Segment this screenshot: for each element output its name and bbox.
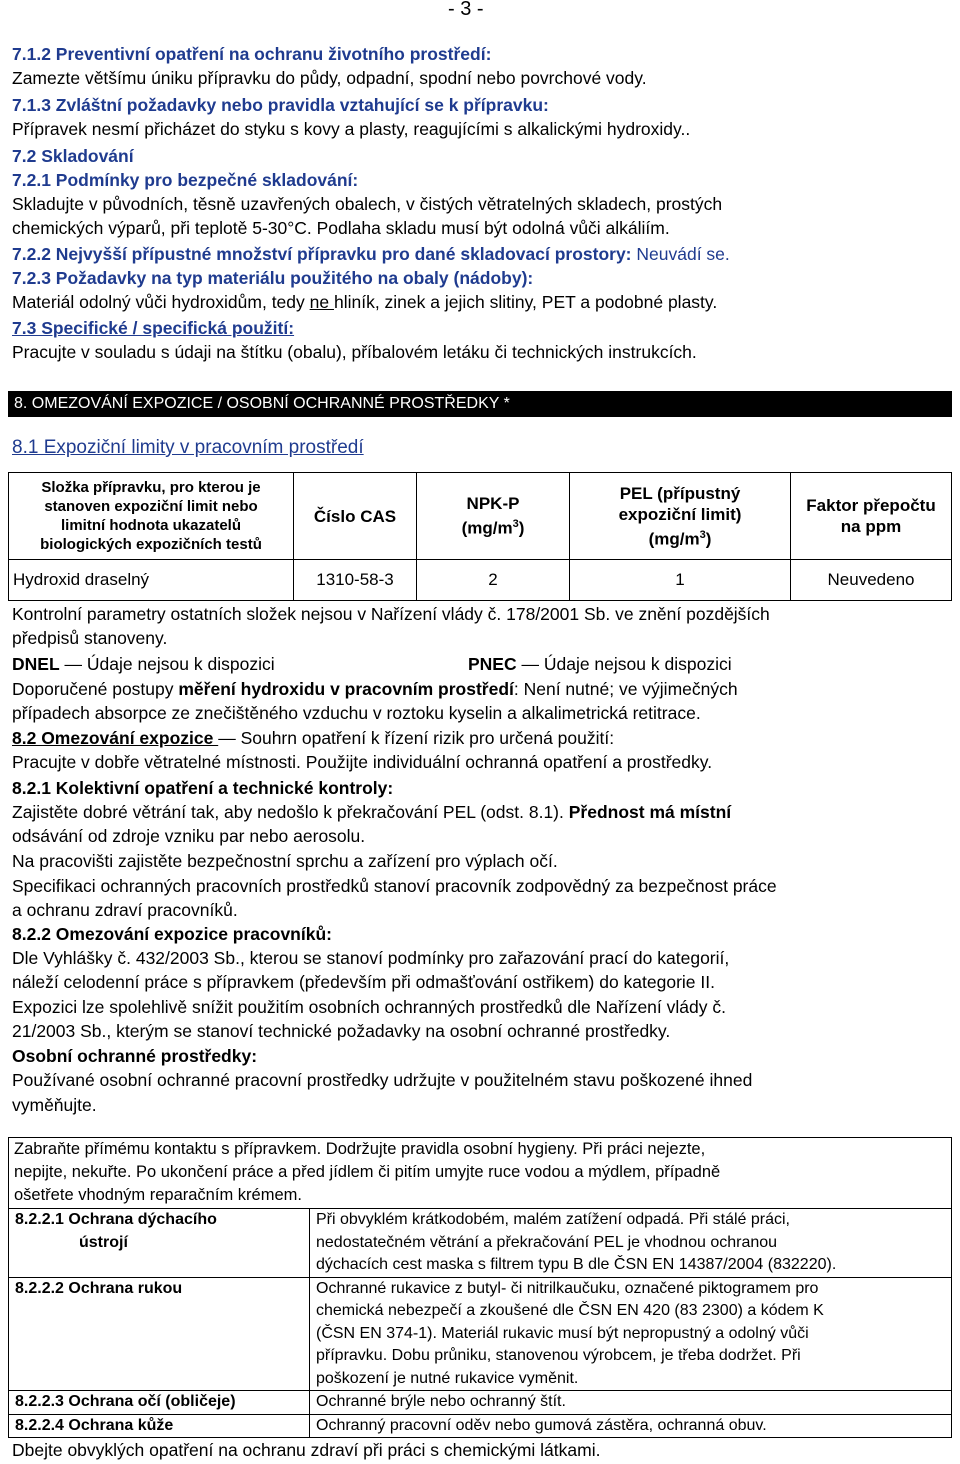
page-number: - 3 - — [448, 0, 484, 20]
cell-ppm: Neuvedeno — [791, 560, 952, 601]
ppe-val-eyes-l1: Ochranné brýle nebo ochranný štít. — [316, 1393, 566, 1410]
heading-7-2-1: 7.2.1 Podmínky pro bezpečné skladování: — [12, 170, 359, 190]
ppe-val-respiratory-l2: nedostatečném větrání a překračování PEL je vhodnou ochranou — [316, 1233, 778, 1251]
ppe-val-hands-l2: chemická nebezpečí a zkoušené dle ČSN EN 420 (83 2300) a kódem K — [316, 1302, 824, 1319]
text-8-2-1-line4: Specifikaci ochranných pracovních prostředků stanoví pracovník zodpovědný za bezpečnost práce — [12, 876, 777, 896]
para1-line2: předpisů stanoveny. — [12, 628, 168, 648]
cell-component: Hydroxid draselný — [9, 560, 294, 601]
para2-line2: případech absorpce ze znečištěného vzduchu v roztoku kyselin a alkalimetrická retitrace. — [12, 703, 701, 723]
col-header-pel-l3: (mg/m — [648, 529, 700, 549]
text-7-2-3-b: hliník, zinek a jejich slitiny, PET a podobné plasty. — [333, 292, 718, 312]
cell-pel: 1 — [570, 560, 791, 601]
text-8-2-line2: Pracujte v dobře větratelné místnosti. Použijte individuální ochranná opatření a prostředky. — [12, 752, 713, 772]
heading-7-1-3: 7.1.3 Zvláštní požadavky nebo pravidla vztahující se k přípravku: — [12, 95, 549, 115]
text-8-2-2-line3: Expozici lze spolehlivě snížit použitím osobních ochranných prostředků dle Nařízení vlády č. — [12, 997, 726, 1017]
col-header-npk-sup: 3 — [512, 518, 519, 531]
col-header-pel — [570, 473, 791, 560]
dnel-line — [12, 652, 275, 676]
para2-b: měření hydroxidu v pracovním prostředí — [178, 679, 514, 699]
ppe-key-skin: 8.2.2.4 Ochrana kůže — [9, 1414, 310, 1438]
text-8-2-1-line3: Na pracovišti zajistěte bezpečnostní sprchu a zařízení pro výplach očí. — [12, 851, 558, 871]
ppe-val-respiratory-l1: Při obvyklém krátkodobém, malém zatížení odpadá. Při stálé práci, — [316, 1211, 790, 1228]
text-7-1-2: Zamezte většímu úniku přípravku do půdy, odpadní, spodní nebo povrchové vody. — [12, 68, 647, 88]
text-oop-line2: vyměňujte. — [12, 1095, 97, 1115]
col-header-ppm — [791, 473, 952, 560]
text-8-2-2-line4: 21/2003 Sb., kterým se stanoví technické požadavky na osobní ochranné prostředky. — [12, 1021, 671, 1041]
col-header-component-l2: stanoven expoziční limit nebo — [44, 498, 258, 515]
cell-npk: 2 — [417, 560, 570, 601]
table-row — [9, 1391, 952, 1415]
col-header-pel-l1: PEL (přípustný — [619, 483, 741, 503]
ppe-val-respiratory — [310, 1209, 952, 1278]
pnec-line — [468, 652, 732, 676]
hygiene-line1: Zabraňte přímému kontaktu s přípravkem. Dodržujte pravidla osobní hygieny. Při práci nejezte, — [14, 1140, 706, 1158]
text-7-2-3-a: Materiál odolný vůči hydroxidům, tedy — [12, 292, 310, 312]
col-header-ppm-l2: na ppm — [840, 517, 902, 536]
pnec-label: PNEC — [468, 654, 517, 674]
ppe-val-hands-l4: přípravku. Dobu průniku, stanovenou výrobcem, je třeba dodržet. Při — [316, 1347, 801, 1364]
col-header-component-l1: Složka přípravku, pro kterou je — [41, 479, 261, 496]
heading-8-2: 8.2 Omezování expozice — [12, 728, 219, 748]
ppe-key-hands: 8.2.2.2 Ochrana rukou — [9, 1277, 310, 1391]
text-8-2-2-line2: náleží celodenní práce s přípravkem (především při odmašťování ostřikem) do kategorie II. — [12, 972, 715, 992]
pnec-text: — Údaje nejsou k dispozici — [516, 654, 732, 674]
dnel-text: — Údaje nejsou k dispozici — [59, 654, 275, 674]
heading-7-1-2: 7.1.2 Preventivní opatření na ochranu životního prostředí: — [12, 44, 492, 64]
hygiene-line2: nepijte, nekuřte. Po ukončení práce a před jídlem či pitím umyjte ruce vodou a mýdlem, případně — [14, 1163, 721, 1181]
heading-7-2-2: 7.2.2 Nejvyšší přípustné množství přípravku pro dané skladovací prostory: — [12, 244, 632, 264]
para2-a: Doporučené postupy — [12, 679, 179, 699]
ppe-key-eyes: 8.2.2.3 Ochrana očí (obličeje) — [9, 1391, 310, 1415]
col-header-cas: Číslo CAS — [294, 473, 417, 560]
text-8-2-1-line1 — [12, 800, 731, 824]
heading-7-3: 7.3 Specifické / specifická použití: — [12, 318, 295, 338]
text-7-2-3 — [12, 290, 717, 314]
col-header-component-l4: biologických expozičních testů — [40, 536, 262, 553]
para1-line1: Kontrolní parametry ostatních složek nejsou v Nařízení vlády č. 178/2001 Sb. ve znění pozdějších — [12, 604, 770, 624]
para2-c: : Není nutné; ve výjimečných — [513, 679, 738, 699]
heading-oop: Osobní ochranné prostředky: — [12, 1046, 258, 1066]
col-header-ppm-l1: Faktor přepočtu — [806, 496, 936, 515]
dnel-label: DNEL — [12, 654, 60, 674]
col-header-npk-l1: NPK-P — [466, 494, 520, 514]
ppe-key-respiratory — [9, 1209, 310, 1278]
exposure-limits-table — [8, 472, 952, 601]
text-7-2-1-line1: Skladujte v původních, těsně uzavřených obalech, v čistých větratelných skladech, prostých — [12, 194, 723, 214]
col-header-npk — [417, 473, 570, 560]
text-8-2: — Souhrn opatření k řízení rizik pro určená použití: — [218, 728, 615, 748]
ppe-val-hands-l3: (ČSN EN 374-1). Materiál rukavic musí být nepropustný a odolný vůči — [316, 1324, 809, 1342]
cell-cas: 1310-58-3 — [294, 560, 417, 601]
ppe-val-skin-l1: Ochranný pracovní oděv nebo gumová zástěra, ochranná obuv. — [316, 1416, 767, 1434]
text-7-1-3: Přípravek nesmí přicházet do styku s kovy a plasty, reagujícími s alkalickými hydroxidy.. — [12, 119, 691, 139]
table-header-row — [9, 473, 952, 560]
table-row — [9, 1209, 952, 1278]
section-8-banner: 8. OMEZOVÁNÍ EXPOZICE / OSOBNÍ OCHRANNÉ PROSTŘEDKY * — [8, 391, 952, 417]
table-row — [9, 1277, 952, 1391]
text-7-3: Pracujte v souladu s údaji na štítku (obalu), příbalovém letáku či technických instrukcích. — [12, 342, 697, 362]
ppe-val-hands — [310, 1277, 952, 1391]
heading-8-2-2: 8.2.2 Omezování expozice pracovníků: — [12, 924, 332, 944]
para2-line1 — [12, 677, 738, 701]
hygiene-line3: ošetřete vhodným reparačním krémem. — [14, 1186, 302, 1204]
ppe-key-respiratory-l2: ústrojí — [79, 1233, 128, 1251]
heading-8-2-1: 8.2.1 Kolektivní opatření a technické kontroly: — [12, 778, 394, 798]
hygiene-text — [14, 1138, 720, 1207]
col-header-component-l3: limitní hodnota ukazatelů — [60, 517, 241, 534]
ppe-key-respiratory-l1: 8.2.2.1 Ochrana dýchacího — [15, 1211, 217, 1228]
table-row — [9, 560, 952, 601]
text-8-2-1-b: Přednost má místní — [568, 802, 732, 822]
col-header-npk-l2: (mg/m — [461, 518, 513, 538]
ppe-table — [8, 1208, 952, 1438]
ppe-val-hands-l1: Ochranné rukavice z butyl- či nitrilkaučuku, označené piktogramem pro — [316, 1279, 819, 1297]
ppe-val-hands-l5: poškození je nutné rukavice vyměnit. — [316, 1369, 579, 1387]
text-8-2-2-line1: Dle Vyhlášky č. 432/2003 Sb., kterou se stanoví podmínky pro zařazování prací do kategorií, — [12, 948, 730, 968]
col-header-pel-close: ) — [705, 529, 712, 549]
ppe-val-skin — [310, 1414, 952, 1438]
text-8-2-1-line5: a ochranu zdraví pracovníků. — [12, 900, 238, 920]
section-7-2-2 — [12, 242, 730, 266]
table-row — [9, 1414, 952, 1438]
text-8-2-1-a: Zajistěte dobré větrání tak, aby nedošlo k překračování PEL (odst. 8.1). — [12, 802, 569, 822]
heading-7-2: 7.2 Skladování — [12, 146, 134, 166]
col-header-component — [9, 473, 294, 560]
heading-8-1: 8.1 Expoziční limity v pracovním prostředí — [12, 437, 364, 458]
ppe-val-eyes — [310, 1391, 952, 1415]
footer-text: Dbejte obvyklých opatření na ochranu zdraví při práci s chemickými látkami. — [12, 1440, 601, 1460]
col-header-pel-sup: 3 — [699, 528, 706, 541]
heading-7-2-3: 7.2.3 Požadavky na typ materiálu použitého na obaly (nádoby): — [12, 268, 534, 288]
text-oop-line1: Používané osobní ochranné pracovní prostředky udržujte v použitelném stavu poškozené ihned — [12, 1070, 753, 1090]
col-header-npk-close: ) — [518, 518, 525, 538]
col-header-pel-l2: expoziční limit) — [618, 504, 742, 524]
section-8-2 — [12, 726, 614, 750]
text-7-2-3-ne: ne — [309, 292, 334, 312]
text-7-2-1-line2: chemických výparů, při teplotě 5-30°C. Podlaha skladu musí být odolná vůči alkáliím. — [12, 218, 670, 238]
text-8-2-1-line2: odsávání od zdroje vzniku par nebo aerosolu. — [12, 826, 366, 846]
ppe-val-respiratory-l3: dýchacích cest maska s filtrem typu B dle ČSN EN 14387/2004 (832220). — [316, 1256, 837, 1273]
value-7-2-2: Neuvádí se. — [636, 244, 730, 264]
